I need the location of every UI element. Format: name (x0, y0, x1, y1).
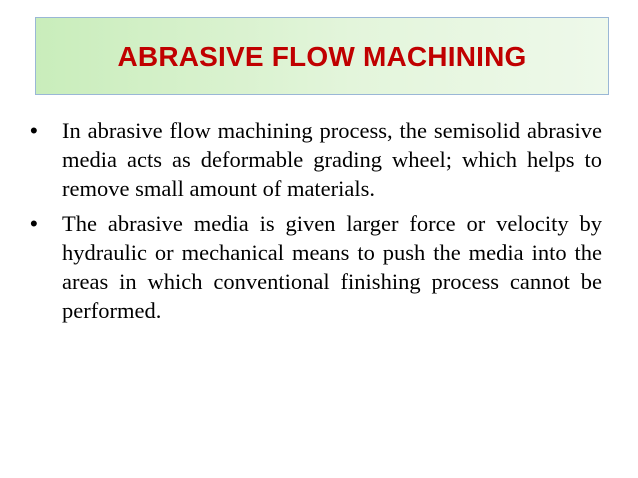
list-item (30, 209, 602, 325)
list-item (30, 116, 602, 203)
bullet-icon: • (30, 118, 38, 143)
bullet-text: The abrasive media is given larger force or velocity by hydraulic or mechanical means to push the media into the areas in which conventional finishing process cannot be performed. (62, 211, 602, 323)
bullet-icon: • (30, 211, 38, 236)
page-title: ABRASIVE FLOW MACHINING (117, 41, 527, 72)
title-box (35, 17, 609, 95)
bullet-text: In abrasive flow machining process, the semisolid abrasive media acts as deformable grading wheel; which helps to remove small amount of materials. (62, 118, 602, 201)
bullet-list (30, 116, 602, 331)
